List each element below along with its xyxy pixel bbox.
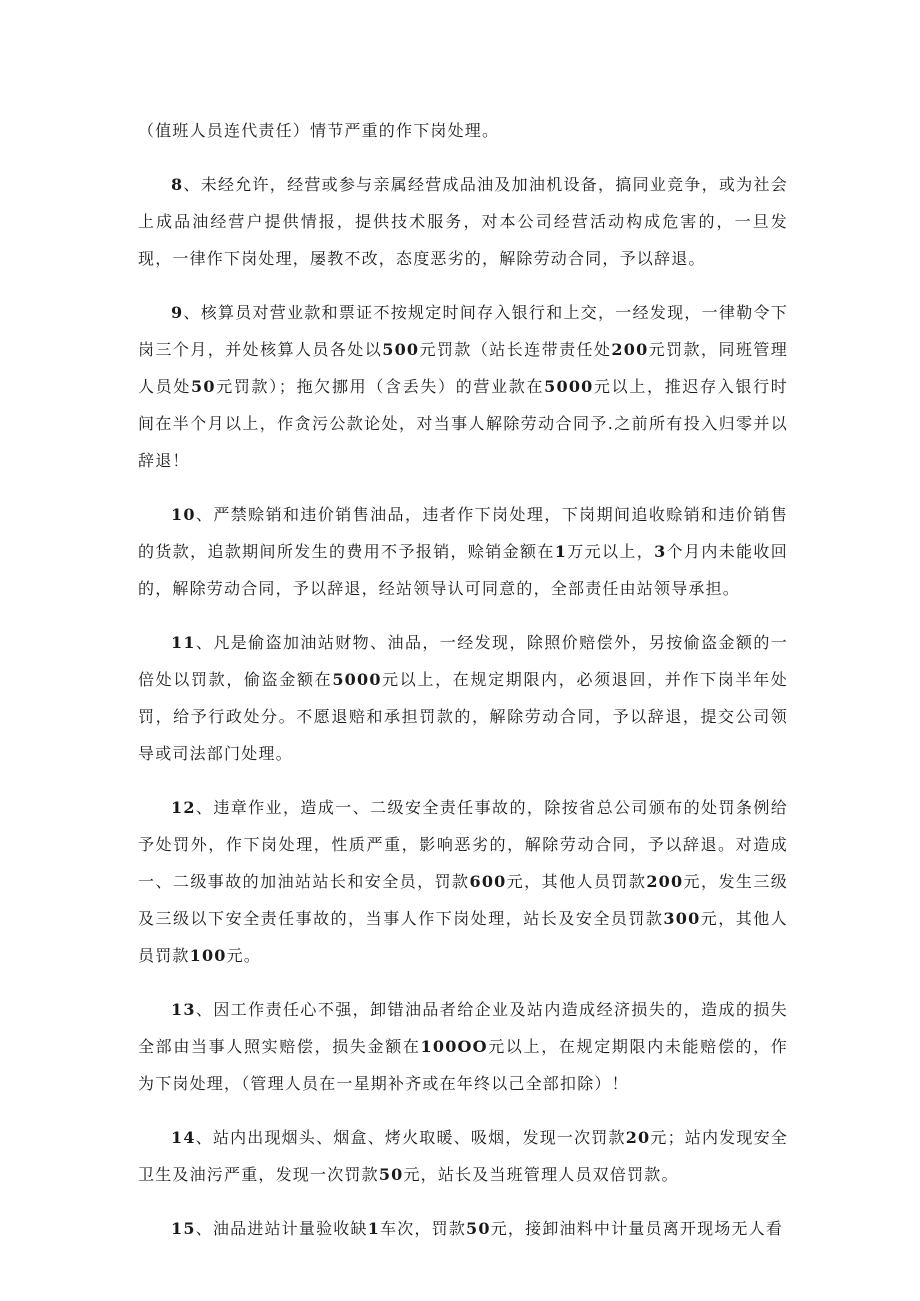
rule-text: 元，发生三级及三级以下安全责任事故的，当事人作下岗处理，站长及安全员罚款 [138,872,788,928]
rule-text: 、严禁赊销和违价销售油品，违者作下岗处理，下岗期间追收赊销和违价销售的货款，追款期间所发生的费用不予报销，赊销金额在 [138,505,788,561]
rule-text: 万元以上， [567,542,655,561]
amount: 50 [378,1165,404,1184]
document-body [138,112,788,1247]
rule-10 [138,496,788,607]
rule-number: 11 [171,633,196,652]
rule-13 [138,991,788,1102]
rule-text: 、油品进站计量验收缺 [195,1219,368,1238]
rule-text: 车次，罚款 [380,1219,467,1238]
paragraph-text: （值班人员连代责任）情节严重的作下岗处理。 [138,121,500,140]
rule-14 [138,1119,788,1193]
rule-15 [138,1210,788,1247]
amount: 1 [554,542,568,561]
rule-text: 元，其他人员罚款 [506,872,647,891]
rule-text: 元，其他人员罚款 [138,909,788,965]
amount: 600 [469,872,507,891]
rule-text: 、核算员对营业款和票证不按规定时间存入银行和上交，一经发现，一律勒令下岗三个月，并处核算人员各处以 [138,303,788,359]
rule-number: 14 [171,1128,196,1147]
amount: 300 [663,909,701,928]
rule-text: 元；站内发现安全卫生及油污严重，发现一次罚款 [138,1128,788,1184]
rule-text: 、未经允许，经营或参与亲属经营成品油及加油机设备，搞同业竞争，或为社会上成品油经营户提供情报，提供技术服务，对本公司经营活动构成危害的，一旦发现，一律作下岗处理，屡教不改，态度恶劣的，解除劳动合同，予以辞退。 [138,175,788,268]
rule-text: 元，站长及当班管理人员双倍罚款。 [403,1165,679,1184]
amount: 1 [367,1219,381,1238]
rule-text: 元罚款（站长连带责任处 [419,340,612,359]
rule-number: 15 [171,1219,196,1238]
rule-text: 元以上，推迟存入银行时间在半个月以上，作贪污公款论处，对当事人解除劳动合同予.之前所有投入归零并以辞退！ [138,377,788,470]
amount: 100OO [420,1037,488,1056]
amount: 200 [611,340,649,359]
rule-9 [138,294,788,479]
rule-text: 元以上，在规定期限内未能赔偿的，作为下岗处理，（管理人员在一星期补齐或在年终以己全部扣除）！ [138,1037,788,1093]
amount: 5000 [332,670,382,689]
amount: 500 [382,340,420,359]
rule-text: 个月内未能收回的，解除劳动合同，予以辞退，经站领导认可同意的，全部责任由站领导承担。 [138,542,788,598]
rule-text: 元，接卸油料中计量员离开现场无人看 [490,1219,784,1238]
rule-12 [138,789,788,974]
rule-text: 元。 [226,946,262,965]
rule-text: 、站内出现烟头、烟盒、烤火取暖、吸烟，发现一次罚款 [195,1128,626,1147]
amount: 5000 [544,377,594,396]
rule-text: 元罚款，同班管理人员处 [138,340,788,396]
rule-11 [138,624,788,772]
rule-number: 8 [171,175,184,194]
rule-text: 元以上，在规定期限内，必须退回，并作下岗半年处罚，给予行政处分。不愿退赔和承担罚款的，解除劳动合同，予以辞退，提交公司领导或司法部门处理。 [138,670,788,763]
amount: 20 [625,1128,651,1147]
rule-number: 13 [171,1000,196,1019]
rule-text: 、因工作责任心不强，卸错油品者给企业及站内造成经济损失的，造成的损失全部由当事人照实赔偿，损失金额在 [138,1000,788,1056]
rule-text: 、凡是偷盗加油站财物、油品，一经发现，除照价赔偿外，另按偷盗金额的一倍处以罚款，偷盗金额在 [138,633,788,689]
rule-text: 、违章作业，造成一、二级安全责任事故的，除按省总公司颁布的处罚条例给予处罚外，作下岗处理，性质严重，影响恶劣的，解除劳动合同，予以辞退。对造成一、二级事故的加油站站长和安全员，罚款 [138,798,788,891]
amount: 200 [646,872,684,891]
rule-number: 9 [171,303,184,322]
rule-8 [138,166,788,277]
rule-number: 10 [171,505,196,524]
amount: 50 [191,377,216,396]
amount: 50 [466,1219,491,1238]
paragraph-continuation [138,112,788,149]
rule-number: 12 [171,798,196,817]
amount: 100 [189,946,227,965]
amount: 3 [654,542,667,561]
rule-text: 元罚款）；拖欠挪用（含丢失）的营业款在 [215,377,545,396]
